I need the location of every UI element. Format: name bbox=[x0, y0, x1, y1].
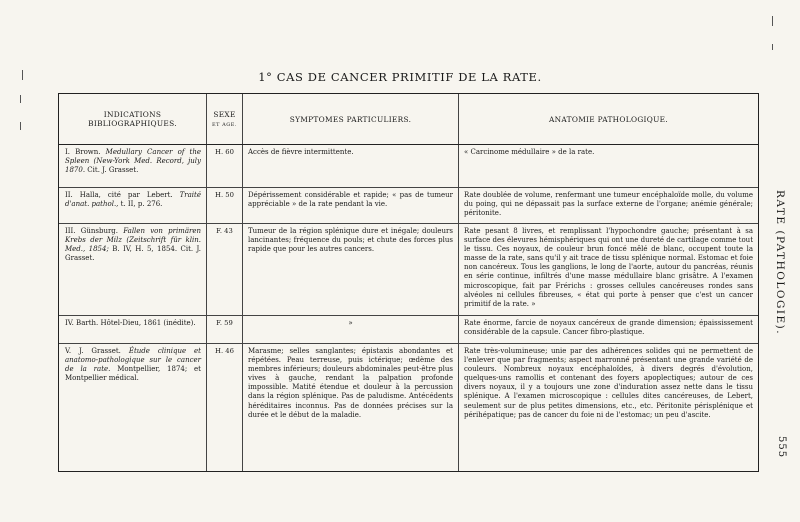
anatomie-cell: Rate très-volumineuse; unie par des adhérences solides qui ne permettent de l'enlever que par fragments; aspect marronné présentant une grande variété de couleurs. Nombreux noyaux encéphaloïdes, à divers degrés d'évolution, quelques-uns ramollis et contenant des foyers apoplectiques; autour de ces divers noyaux, il y a toujours une zone d'induration assez nette dans le tissu splénique. A l'examen microscopique : cellules dites cancéreuses, de Lebert, seulement sur de plus petites dimensions, etc., etc. Péritonite périsplénique et périhépatique; pas de cancer du foie ni de l'estomac; un peu d'ascite. bbox=[459, 344, 759, 472]
table-row bbox=[59, 224, 759, 316]
anatomie-cell: Rate doublée de volume, renfermant une tumeur encéphaloïde molle, du volume du poing, qui ne dépassait pas la surface externe de l'organe; anémie générale; péritonite. bbox=[459, 188, 759, 224]
sexe-age-cell: H. 60 bbox=[207, 145, 243, 188]
page-number: 555 bbox=[776, 436, 787, 459]
page-edge-mark bbox=[772, 44, 773, 50]
biblio-work: Medullary Cancer of the Spleen (New-York Med. Record, july 1870. bbox=[65, 148, 201, 175]
biblio-cell bbox=[59, 145, 207, 188]
anatomie-cell: « Carcinome médullaire » de la rate. bbox=[459, 145, 759, 188]
header-symptomes: SYMPTOMES PARTICULIERS. bbox=[243, 94, 459, 145]
biblio-cell bbox=[59, 188, 207, 224]
page-edge-mark bbox=[20, 122, 21, 130]
biblio-ref: Hôtel-Dieu, 1861 (inédite). bbox=[100, 319, 196, 327]
table-row bbox=[59, 344, 759, 472]
header-age-label: ET AGE. bbox=[212, 122, 237, 128]
header-sexe bbox=[207, 94, 243, 145]
symptomes-cell: Tumeur de la région splénique dure et inégale; douleurs lancinantes; fréquence du pouls; et chute des forces plus rapide que pour les autres cancers. bbox=[243, 224, 459, 316]
biblio-author: III. Günsburg. bbox=[65, 227, 119, 235]
symptomes-cell: Dépérissement considérable et rapide; « pas de tumeur appréciable » de la rate pendant la vie. bbox=[243, 188, 459, 224]
header-biblio: INDICATIONS BIBLIOGRAPHIQUES. bbox=[59, 94, 207, 145]
cancer-cases-table-wrapper bbox=[58, 93, 758, 472]
biblio-cell bbox=[59, 316, 207, 344]
table-header-row bbox=[59, 94, 759, 145]
page-edge-mark bbox=[772, 16, 773, 26]
anatomie-cell: Rate énorme, farcie de noyaux cancéreux de grande dimension; épaississement considérable de la capsule. Cancer fibro-plastique. bbox=[459, 316, 759, 344]
biblio-work: Traité d'anat. pathol., bbox=[65, 191, 201, 209]
running-head: RATE (PATHOLOGIE). bbox=[774, 190, 786, 336]
sexe-age-cell: F. 59 bbox=[207, 316, 243, 344]
biblio-author: I. Brown. bbox=[65, 148, 101, 156]
biblio-ref: Cit. J. Grasset. bbox=[87, 166, 139, 175]
sexe-age-cell: H. 46 bbox=[207, 344, 243, 472]
cancer-cases-table bbox=[58, 93, 759, 472]
sexe-age-cell: H. 50 bbox=[207, 188, 243, 224]
anatomie-cell: Rate pesant 8 livres, et remplissant l'hypochondre gauche; présentant à sa surface des élevures hémisphériques qui ont une dureté de cartilage comme tout le tissu. Ces noyaux, de couleur brun foncé mêlé de blanc, occupent toute la masse de la rate, sans qu'il y ait trace de tissu splénique normal. Estomac et foie non cancéreux. Tous les ganglions, le long de l'aorte, autour du pancréas, réunis en série continue, infiltrés d'une masse médullaire blanc grisâtre. A l'examen microscopique, fait par Frérichs : grosses cellules cancéreuses rondes sans alvéoles ni cellules fibreuses, « état qui porte à penser que c'est un cancer primitif de la rate. » bbox=[459, 224, 759, 316]
biblio-author: IV. Barth. bbox=[65, 319, 99, 327]
biblio-author: II. Halla, cité par Lebert. bbox=[65, 191, 173, 199]
table-row bbox=[59, 188, 759, 224]
page-edge-mark bbox=[20, 95, 21, 103]
biblio-author: V. J. Grasset. bbox=[65, 347, 121, 355]
header-anatomie: ANATOMIE PATHOLOGIQUE. bbox=[459, 94, 759, 145]
symptomes-cell: Marasme; selles sanglantes; épistaxis abondantes et répétées. Peau terreuse, puis ictérique; œdème des membres inférieurs; douleurs abdominales peut-être plus vives à gauche, rendant la palpation profonde impossible. Matité étendue et douleur à la percussion dans la région splénique. Pas de paludisme. Antécédents héréditaires inconnus. Pas de données précises sur la durée et le début de la maladie. bbox=[243, 344, 459, 472]
table-row bbox=[59, 316, 759, 344]
biblio-work: Étude clinique et anatomo-pathologique sur le cancer de la rate. bbox=[65, 347, 201, 374]
biblio-cell bbox=[59, 344, 207, 472]
header-sexe-label: SEXE bbox=[213, 110, 236, 119]
biblio-ref: t. II, p. 276. bbox=[120, 200, 163, 209]
symptomes-cell: Accès de fièvre intermittente. bbox=[243, 145, 459, 188]
biblio-ref: Montpellier, 1874; et Montpellier médical. bbox=[65, 365, 201, 383]
table-row bbox=[59, 145, 759, 188]
biblio-ref: B. IV, H. 5, 1854. Cit. J. Grasset. bbox=[65, 245, 201, 263]
biblio-cell bbox=[59, 224, 207, 316]
page-title: 1° CAS DE CANCER PRIMITIF DE LA RATE. bbox=[258, 70, 542, 84]
symptomes-cell: » bbox=[243, 316, 459, 344]
biblio-work: Fallen von primären Krebs der Milz (Zeitschrift für klin. Med., 1854; bbox=[65, 227, 201, 254]
sexe-age-cell: F. 43 bbox=[207, 224, 243, 316]
